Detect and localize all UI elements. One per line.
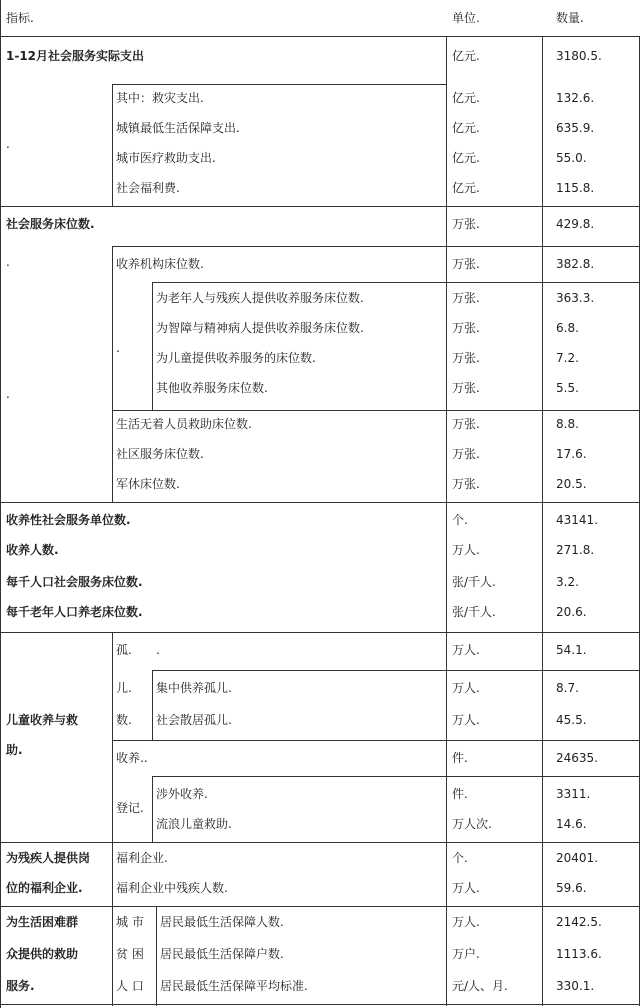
row-value: 330.1. bbox=[556, 979, 595, 993]
row-label: 为智障与精神病人提供收养服务床位数. bbox=[156, 321, 364, 335]
row-unit: 万张. bbox=[452, 321, 480, 335]
row-unit: 万张. bbox=[452, 447, 480, 461]
row-value: 635.9. bbox=[556, 121, 595, 135]
rule bbox=[152, 282, 153, 410]
row-label: . bbox=[156, 643, 160, 657]
row-value: 20.5. bbox=[556, 477, 587, 491]
rule bbox=[112, 906, 113, 1006]
row-unit: 万张. bbox=[452, 217, 480, 231]
row-label: 生活无着人员救助床位数. bbox=[116, 417, 252, 431]
header-unit: 单位. bbox=[452, 11, 480, 25]
rule bbox=[112, 246, 640, 247]
row-unit: 亿元. bbox=[452, 49, 480, 63]
group-label: 助. bbox=[6, 743, 23, 757]
group-label: 儿童收养与救 bbox=[6, 713, 79, 727]
row-value: 59.6. bbox=[556, 881, 587, 895]
row-value: 7.2. bbox=[556, 351, 579, 365]
row-unit: 万人. bbox=[452, 543, 480, 557]
row-value: 5.5. bbox=[556, 381, 579, 395]
rule bbox=[0, 632, 640, 633]
row-value: 17.6. bbox=[556, 447, 587, 461]
row-unit: 万户. bbox=[452, 947, 480, 961]
subgroup-label: 人 口 bbox=[116, 979, 144, 993]
row-label: 收养机构床位数. bbox=[116, 257, 204, 271]
row-value: 54.1. bbox=[556, 643, 587, 657]
row-unit: 张/千人. bbox=[452, 575, 496, 589]
rule bbox=[446, 36, 447, 1006]
row-unit: 万人. bbox=[452, 643, 480, 657]
rule bbox=[156, 906, 157, 1006]
row-label: 涉外收养. bbox=[156, 787, 208, 801]
row-unit: 万张. bbox=[452, 351, 480, 365]
row-value: 24635. bbox=[556, 751, 598, 765]
row-label: 福利企业中残疾人数. bbox=[116, 881, 228, 895]
header-indicator: 指标. bbox=[6, 11, 34, 25]
row-value: 115.8. bbox=[556, 181, 595, 195]
rule bbox=[542, 36, 543, 1006]
row-unit: 亿元. bbox=[452, 181, 480, 195]
rule bbox=[112, 632, 113, 842]
row-unit: 万张. bbox=[452, 381, 480, 395]
row-label: 城市医疗救助支出. bbox=[116, 151, 216, 165]
row-value: 429.8. bbox=[556, 217, 595, 231]
row-value: 14.6. bbox=[556, 817, 587, 831]
row-unit: 万张. bbox=[452, 257, 480, 271]
subgroup-label: 贫 困 bbox=[116, 947, 144, 961]
cell-dot: . bbox=[6, 255, 10, 269]
row-unit: 万张. bbox=[452, 477, 480, 491]
row-value: 55.0. bbox=[556, 151, 587, 165]
row-label: 流浪儿童救助. bbox=[156, 817, 232, 831]
row-label: 1-12月社会服务实际支出 bbox=[6, 49, 145, 63]
rule bbox=[112, 740, 640, 741]
rule bbox=[0, 502, 640, 503]
rule bbox=[0, 906, 640, 907]
row-unit: 亿元. bbox=[452, 91, 480, 105]
row-value: 132.6. bbox=[556, 91, 595, 105]
row-label: 社会服务床位数. bbox=[6, 217, 95, 231]
row-value: 271.8. bbox=[556, 543, 595, 557]
orphan-label: 孤. bbox=[116, 643, 132, 657]
rule bbox=[0, 0, 1, 1008]
row-unit: 件. bbox=[452, 787, 468, 801]
row-value: 8.7. bbox=[556, 681, 579, 695]
row-label: 其中：救灾支出. bbox=[116, 91, 204, 105]
row-label: 为老年人与残疾人提供收养服务床位数. bbox=[156, 291, 364, 305]
subgroup-label: 城 市 bbox=[116, 915, 144, 929]
rule bbox=[0, 842, 640, 843]
row-label: 收养.. bbox=[116, 751, 148, 765]
rule bbox=[112, 84, 113, 206]
row-label: 集中供养孤儿. bbox=[156, 681, 232, 695]
row-unit: 万人. bbox=[452, 881, 480, 895]
row-value: 3.2. bbox=[556, 575, 579, 589]
row-value: 20.6. bbox=[556, 605, 587, 619]
row-value: 1113.6. bbox=[556, 947, 602, 961]
row-label: 居民最低生活保障户数. bbox=[160, 947, 284, 961]
group-label: 服务. bbox=[6, 979, 35, 993]
row-label: 城镇最低生活保障支出. bbox=[116, 121, 240, 135]
row-label: 每千人口社会服务床位数. bbox=[6, 575, 143, 589]
row-value: 3311. bbox=[556, 787, 591, 801]
row-unit: 万人. bbox=[452, 681, 480, 695]
row-label: 社会散居孤儿. bbox=[156, 713, 232, 727]
register-label: 登记. bbox=[116, 801, 144, 815]
row-unit: 万人次. bbox=[452, 817, 492, 831]
rule bbox=[0, 36, 640, 37]
row-label: 收养人数. bbox=[6, 543, 59, 557]
orphan-label: 数. bbox=[116, 713, 132, 727]
row-label: 社区服务床位数. bbox=[116, 447, 204, 461]
group-label: 为残疾人提供岗 bbox=[6, 851, 91, 865]
row-unit: 件. bbox=[452, 751, 468, 765]
rule bbox=[152, 670, 153, 740]
row-unit: 元/人、月. bbox=[452, 979, 508, 993]
rule bbox=[152, 776, 153, 842]
row-unit: 万人. bbox=[452, 915, 480, 929]
rule bbox=[0, 206, 640, 207]
row-value: 382.8. bbox=[556, 257, 595, 271]
header-quantity: 数量. bbox=[556, 11, 584, 25]
row-unit: 亿元. bbox=[452, 121, 480, 135]
rule bbox=[112, 842, 113, 906]
row-unit: 万张. bbox=[452, 291, 480, 305]
row-value: 2142.5. bbox=[556, 915, 602, 929]
group-label: 众提供的救助 bbox=[6, 947, 79, 961]
rule bbox=[0, 1004, 640, 1005]
row-unit: 个. bbox=[452, 851, 468, 865]
row-label: 其他收养服务床位数. bbox=[156, 381, 268, 395]
row-unit: 亿元. bbox=[452, 151, 480, 165]
rule bbox=[112, 410, 640, 411]
row-value: 43141. bbox=[556, 513, 598, 527]
rule bbox=[152, 282, 640, 283]
rule bbox=[112, 246, 113, 502]
row-unit: 个. bbox=[452, 513, 468, 527]
row-label: 社会福利费. bbox=[116, 181, 180, 195]
cell-dot: . bbox=[6, 137, 10, 151]
group-label: 位的福利企业. bbox=[6, 881, 83, 895]
row-label: 福利企业. bbox=[116, 851, 168, 865]
row-value: 45.5. bbox=[556, 713, 587, 727]
rule bbox=[152, 670, 640, 671]
row-value: 3180.5. bbox=[556, 49, 602, 63]
row-value: 8.8. bbox=[556, 417, 579, 431]
rule bbox=[112, 84, 446, 85]
rule bbox=[152, 776, 640, 777]
group-label: 为生活困难群 bbox=[6, 915, 79, 929]
row-label: 为儿童提供收养服务的床位数. bbox=[156, 351, 316, 365]
row-value: 363.3. bbox=[556, 291, 595, 305]
row-unit: 万人. bbox=[452, 713, 480, 727]
row-value: 20401. bbox=[556, 851, 598, 865]
row-label: 每千老年人口养老床位数. bbox=[6, 605, 143, 619]
row-label: 收养性社会服务单位数. bbox=[6, 513, 131, 527]
row-unit: 张/千人. bbox=[452, 605, 496, 619]
row-label: 居民最低生活保障人数. bbox=[160, 915, 284, 929]
row-label: 军休床位数. bbox=[116, 477, 180, 491]
row-label: 居民最低生活保障平均标准. bbox=[160, 979, 308, 993]
cell-dot: . bbox=[116, 341, 120, 355]
row-value: 6.8. bbox=[556, 321, 579, 335]
row-unit: 万张. bbox=[452, 417, 480, 431]
orphan-label: 儿. bbox=[116, 681, 132, 695]
cell-dot: . bbox=[6, 387, 10, 401]
